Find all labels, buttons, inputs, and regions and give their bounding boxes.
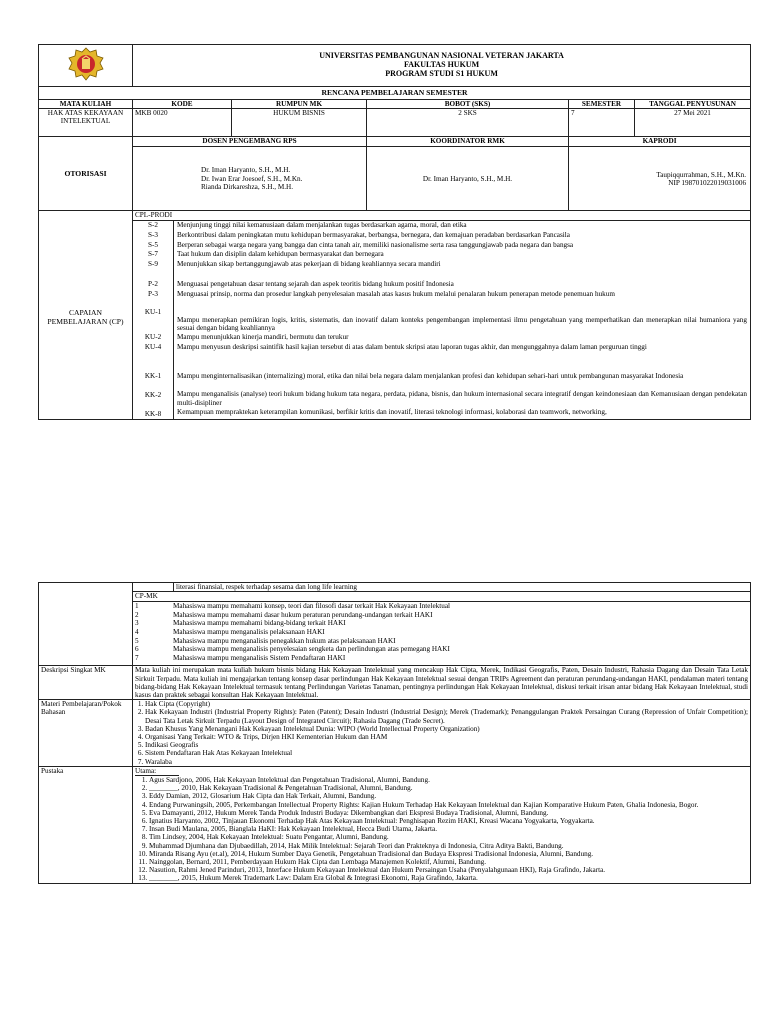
references-head: Utama: xyxy=(135,767,179,776)
cpmk-item: 7 Mahasiswa mampu menganalisis Sistem Pendaftaran HAKI xyxy=(135,653,346,662)
reference-item: 8. Tim Lindsey, 2004, Hak Kekayaan Intelektual: Suatu Pengantar, Alumni, Bandung. xyxy=(149,833,748,841)
continuation-code xyxy=(133,583,174,592)
developer-1: Dr. Iman Haryanto, S.H., M.H. xyxy=(201,166,291,175)
logo-cell xyxy=(39,45,133,87)
cpmk-item: 6 Mahasiswa mampu menganalisis penyelesaian sengketa dan perlindungan atas pemegang HAKI xyxy=(135,645,450,654)
material-item: 5. Indikasi Geografis xyxy=(145,741,748,749)
cpl-text: Menunjukkan sikap bertanggungjawab atas pekerjaan di bidang keahliannya secara mandiri xyxy=(177,259,441,268)
course-family: HUKUM BISNIS xyxy=(232,109,367,137)
col-coordinator: KOORDINATOR RMK xyxy=(367,137,569,147)
reference-item: 13. ________, 2015, Hukum Merek Trademark Law: Dalam Era Global & Integrasi Ekonomi, Raja Grafindo, Jakarta. xyxy=(149,874,748,882)
cpl-texts xyxy=(174,221,751,420)
reference-item: 3. Eddy Damian, 2012, Glosarium Hak Cipta dan Hak Terkait, Alumni, Bandung. xyxy=(149,792,748,800)
cp-label: CAPAIAN PEMBELAJARAN (CP) xyxy=(39,211,133,420)
authorization-label: OTORISASI xyxy=(39,137,133,211)
col-course: MATA KULIAH xyxy=(39,100,133,109)
cp-label-continued xyxy=(39,583,133,666)
cpl-code: S-5 xyxy=(148,240,158,249)
rps-page-2 xyxy=(38,582,750,884)
course-code: MKB 0020 xyxy=(133,109,232,137)
col-head: KAPRODI xyxy=(569,137,751,147)
cpmk-item: 4 Mahasiswa mampu menganalisis pelaksanaan HAKI xyxy=(135,627,325,636)
head-nip: NIP 198701022019031006 xyxy=(668,178,747,187)
cpl-code: P-2 xyxy=(148,280,158,289)
developer-2: Dr. Iwan Erar Joesoef, S.H., M.Kn. xyxy=(201,174,303,183)
cpmk-item: 2 Mahasiswa mampu memahami dasar hukum peraturan perundang-undangan terkait HAKI xyxy=(135,610,433,619)
material-item: 6. Sistem Pendaftaran Hak Atas Kekayaan Intelektual xyxy=(145,749,748,757)
course-credits: 2 SKS xyxy=(367,109,569,137)
reference-item: 6. Ignatius Haryanto, 2002, Tinjauan Ekonomi Terhadap Hak Atas Kekayaan Intelektual: Penghisapan Rezim HAKI, Kreasi Wacana Yogyakarta, Yogyakarta. xyxy=(149,817,748,825)
cpmk-item: 1 Mahasiswa mampu memahami konsep, teori dan filosofi dasar terkait Hak Kekayaan Intelektual xyxy=(135,602,451,611)
reference-item: 4. Endang Purwaningsih, 2005, Perkembangan Intellectual Property Rights: Kajian Hukum Terhadap Hak Kekayaan Intelektual dan Kajian Komparative Hukum Paten, Ghalia Indonesia, Bogor. xyxy=(149,801,748,809)
materials-list xyxy=(133,700,751,767)
reference-item: 9. Muhammad Djumhana dan Djubaedillah, 2014, Hak Milik Intelektual: Sejarah Teori dan Prakteknya di Indonesia, Citra Aditya Bakti, Bandung. xyxy=(149,842,748,850)
rps-header-table xyxy=(38,44,751,211)
cpl-code: KU-1 xyxy=(144,307,162,316)
col-code: KODE xyxy=(133,100,232,109)
faculty-name: FAKULTAS HUKUM xyxy=(403,60,480,69)
document-title: RENCANA PEMBELAJARAN SEMESTER xyxy=(39,87,751,100)
col-semester: SEMESTER xyxy=(569,100,635,109)
cpl-text: Taat hukum dan disiplin dalam kehidupan bermasyarakat dan bernegara xyxy=(177,250,384,259)
material-item: 4. Organisasi Yang Terkait: WTO & Trips, Dirjen HKI Kementerian Hukum dan HAM xyxy=(145,733,748,741)
cpl-text: Kemampuan mempraktekan keterampilan komunikasi, berfikir kritis dan inovatif, literasi teknologi informasi, kolaborasi dan teamwork, networking, xyxy=(177,407,607,416)
description-text: Mata kuliah ini merupakan mata kuliah hukum bisnis bidang Hak Kekayaan Intelektual yang mencakup Hak Cipta, Merek, Indikasi Geografis, Paten, Desain Industri, Rahasia Dagang dan Desain Tata Letak Sirkuit Terpadu. Mata kuliah ini mengajarkan tentang konsep dasar perlindungan Hak Kekayaan Intelektual sesuai dengan TRIPs Agreement dan peraturan perundang-undangan HAKI, pendalaman materi tentang bidang-bidang Hak Kekayaan Intelektual termasuk tentang Perlindungan Varietas Tanaman, pentingnya perlindungan Hak Kekayaan Intelektual, diskusi terkait irisan antar bidang Hak Kekayaan Intelektual, studi kasus dan praktek sebagai konsultan Hak Kekayaan Intelektual. xyxy=(133,666,751,700)
cpl-section: CPL-PRODI xyxy=(133,211,751,221)
developer-3: Rianda Dirkareshza, S.H., M.H. xyxy=(201,182,294,191)
reference-item: 11. Nainggolan, Bernard, 2011, Pemberdayaan Hukum Hak Cipta dan Lembaga Manajemen Kolektif, Alumni, Bandung. xyxy=(149,858,748,866)
university-name: UNIVERSITAS PEMBANGUNAN NASIONAL VETERAN JAKARTA xyxy=(319,51,564,60)
cpl-code: S-9 xyxy=(148,259,158,268)
coordinator-name: Dr. Iman Haryanto, S.H., M.H. xyxy=(367,147,569,211)
reference-item: 7. Insan Budi Maulana, 2005, Bianglala HaKI: Hak Kekayaan Intelektual, Hecca Budi Utama, Jakarta. xyxy=(149,825,748,833)
reference-item: 12. Nasution, Rahmi Jened Parinduri, 2013, Interface Hukum Kekayaan Intelektual dan Hukum Persaingan Usaha (Penyalahgunaan HKI), Raja Grafindo, Jakarta. xyxy=(149,866,748,874)
institution-cell xyxy=(133,45,751,87)
cpl-text: Menjunjung tinggi nilai kemanusiaan dalam menjalankan tugas berdasarkan agama, moral, dan etika xyxy=(177,221,467,230)
reference-item: 1. Agus Sardjono, 2006, Hak Kekayaan Intelektual dan Pengetahuan Tradisional, Alumni, Bandung. xyxy=(149,776,748,784)
col-date: TANGGAL PENYUSUNAN xyxy=(635,100,751,109)
cpl-code: P-3 xyxy=(148,289,158,298)
cpl-text: Mampu menerapkan pemikiran logis, kritis, sistematis, dan inovatif dalam konteks pengembangan implementasi ilmu pengetahuan yang memperhatikan dan menerapkan nilai humaniora yang sesuai dengan bidang keahliannya xyxy=(177,315,747,333)
cpl-code: S-2 xyxy=(148,221,158,230)
continuation-text: literasi finansial, respek terhadap sesama dan long life learning xyxy=(174,583,751,592)
description-label: Deskripsi Singkat MK xyxy=(39,666,133,700)
cpl-text: Berkontribusi dalam peningkatan mutu kehidupan bermasyarakat, berbangsa, bernegara, dan kemajuan peradaban berdasarkan Pancasila xyxy=(177,231,570,239)
col-credits: BOBOT (SKS) xyxy=(367,100,569,109)
cpl-code: S-3 xyxy=(148,231,158,239)
cpl-text: Menguasai prinsip, norma dan prosedur langkah penyelesaian masalah atas kasus hukum melalui penalaran hukum penerapan metode penemuan hukum xyxy=(177,289,615,298)
reference-item: 10. Miranda Risang Ayu (et.al), 2014, Hukum Sumber Daya Genetik, Pengetahuan Tradisional dan Budaya Ekspresi Tradisional Indonesia, Alumni, Bandung. xyxy=(149,850,748,858)
cpmk-item: 5 Mahasiswa mampu menganalisis penegakkan hukum atas pelaksanaan HAKI xyxy=(135,636,396,645)
cpmk-cell xyxy=(133,592,751,666)
cpl-code: KU-2 xyxy=(144,333,162,342)
cpl-text: Berperan sebagai warga negara yang bangga dan cinta tanah air, memiliki nasionalisme serta rasa tanggungjawab pada negara dan bangsa xyxy=(177,240,574,249)
cpl-code: KK-8 xyxy=(144,409,162,418)
course-semester: 7 xyxy=(569,109,635,137)
university-logo-icon xyxy=(67,47,105,83)
material-item: 1. Hak Cipta (Copyright) xyxy=(145,700,748,708)
head-cell xyxy=(569,147,751,211)
reference-item: 5. Eva Damayanti, 2012, Hukum Merek Tanda Produk Industri Budaya: Dikembangkan dari Ekspresi Budaya Tradisional, Alumni, Bandung. xyxy=(149,809,748,817)
course-name: HAK ATAS KEKAYAAN INTELEKTUAL xyxy=(39,109,133,137)
material-item: 3. Badan Khusus Yang Menangani Hak Kekayaan Intelektual Dunia: WIPO (World Intellectual Property Organization) xyxy=(145,725,748,733)
material-item: 7. Waralaba xyxy=(145,758,748,766)
reference-item: 2. ________, 2010, Hak Kekayaan Tradisional & Pengetahuan Tradisional, Alumni, Bandung. xyxy=(149,784,748,792)
references-list xyxy=(133,766,751,883)
course-date: 27 Mei 2021 xyxy=(635,109,751,137)
cpl-text: Mampu menyusun deskripsi saintifik hasil kajian tersebut di atas dalam bentuk skripsi atau laporan tugas akhir, dan mengunggahnya dalam laman perguruan tinggi xyxy=(177,342,647,351)
cpmk-label: CP-MK xyxy=(133,592,750,602)
cpl-code: KU-4 xyxy=(144,342,162,351)
program-name: PROGRAM STUDI S1 HUKUM xyxy=(385,69,498,78)
cpl-code: S-7 xyxy=(148,250,158,259)
rps-page-1 xyxy=(38,44,750,420)
cp-table xyxy=(38,210,751,420)
col-developer: DOSEN PENGEMBANG RPS xyxy=(133,137,367,147)
head-name: Taupiqqurrahman, S.H., M.Kn. xyxy=(656,170,747,179)
material-item: 2. Hak Kekayaan Industri (Industrial Property Rights): Paten (Patent); Desain Industri (Industrial Design); Merek (Trademark); Penanggulangan Praktek Persaingan Curang (Repression of Unfair Competition); Desai Tata Letak Sirkuit Terpadu (Layout Design of Integrated Circuit); Rahasia Dagang (Trade Secret). xyxy=(145,708,748,724)
cpl-text: Mampu menganalisis (analyse) teori hukum bidang hukum tata negara, perdata, pidana, bisnis, dan hukum internasional secara integratif dengan keindonesiaan dan Kemanusiaan dengan pendekatan multi-disipliner xyxy=(177,389,747,407)
cpmk-item: 3 Mahasiswa mampu memahami bidang-bidang terkait HAKI xyxy=(135,619,346,628)
cpl-text: Mampu menginternalisasikan (internalizing) moral, etika dan nilai bela negara dalam menjalankan profesi dan kehidupan sehari-hari untuk pembangunan masyarakat Indonesia xyxy=(177,372,684,381)
references-label: Pustaka xyxy=(39,766,133,883)
developer-names xyxy=(133,147,367,211)
cpmk-table xyxy=(38,582,751,884)
materials-label: Materi Pembelajaran/Pokok Bahasan xyxy=(39,700,133,767)
col-family: RUMPUN MK xyxy=(232,100,367,109)
cpl-text: Menguasai pengetahuan dasar tentang sejarah dan aspek teoritis bidang hukum positif Indonesia xyxy=(177,280,454,289)
cpl-code: KK-1 xyxy=(144,372,162,381)
cpl-codes xyxy=(133,221,174,420)
cpl-code: KK-2 xyxy=(144,390,162,399)
cpl-text: Mampu menunjukkan kinerja mandiri, bermutu dan terukur xyxy=(177,333,349,342)
